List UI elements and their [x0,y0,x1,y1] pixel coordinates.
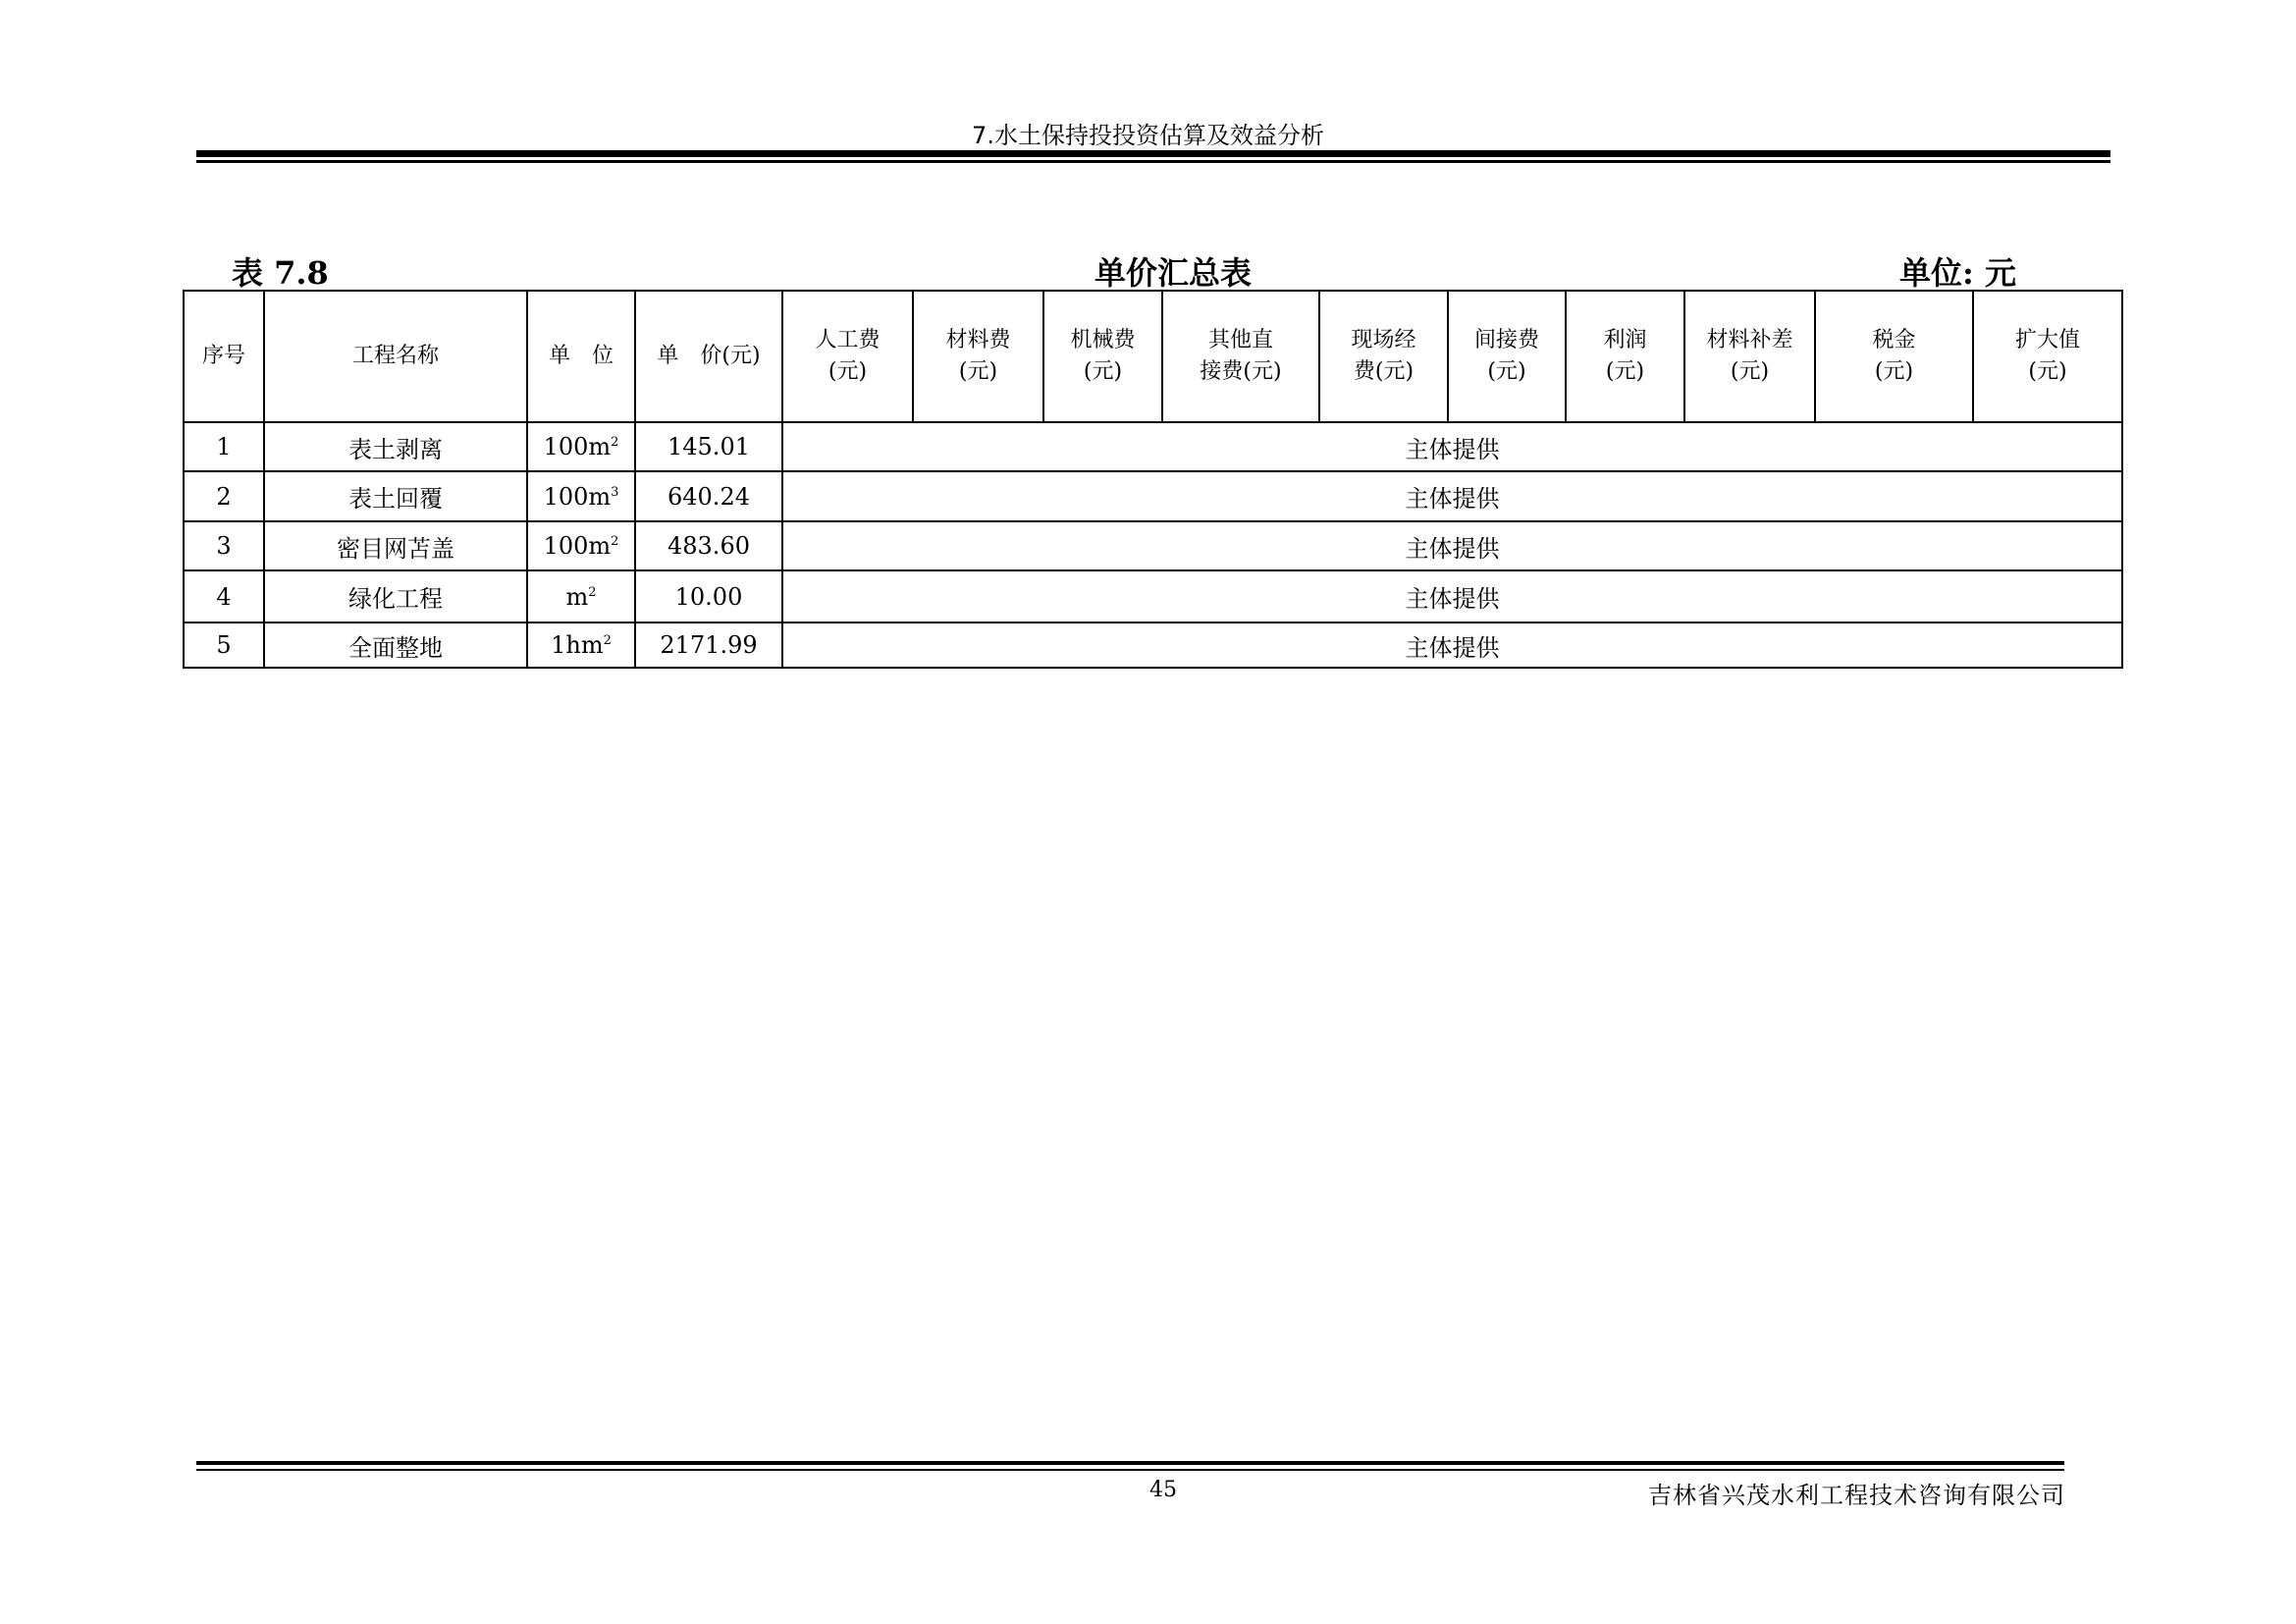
cell-provided-note: 主体提供 [782,570,2122,623]
cell-provided-note: 主体提供 [782,623,2122,668]
page-number: 45 [1149,1478,1177,1502]
cell-unit: $1hm^2$ [527,623,635,668]
col-header-other-direct: 其他直 接费(元) [1162,291,1319,422]
cell-name: 绿化工程 [264,570,527,623]
unit-price-summary-table [183,290,2123,669]
table-header-row [184,291,2122,422]
cell-provided-note: 主体提供 [782,521,2122,570]
col-header-name: 工程名称 [264,291,527,422]
table-row [184,623,2122,668]
footer-rule-thin [196,1469,2064,1471]
table-title: 单价汇总表 [1094,254,1252,292]
cell-price: 640.24 [635,471,782,521]
table-row [184,570,2122,623]
cell-name: 表土回覆 [264,471,527,521]
table-row [184,471,2122,521]
cell-no: 4 [184,570,264,623]
cell-name: 密目网苫盖 [264,521,527,570]
header-rule-thin [196,160,2110,163]
cell-price: 10.00 [635,570,782,623]
col-header-site: 现场经 费(元) [1319,291,1448,422]
cell-no: 1 [184,422,264,471]
col-header-expansion: 扩大值 (元) [1973,291,2122,422]
col-header-material: 材料费 (元) [913,291,1043,422]
cell-name: 表土剥离 [264,422,527,471]
footer-rule-thick [196,1461,2064,1465]
table-row [184,422,2122,471]
header-rule-thick [196,150,2110,157]
cell-unit: $m^2$ [527,570,635,623]
table-number: 表 7.8 [232,254,329,292]
col-header-machinery: 机械费 (元) [1043,291,1162,422]
col-header-unit: 单 位 [527,291,635,422]
cell-provided-note: 主体提供 [782,471,2122,521]
cell-provided-note: 主体提供 [782,422,2122,471]
cell-no: 5 [184,623,264,668]
col-header-tax: 税金 (元) [1815,291,1973,422]
cell-no: 2 [184,471,264,521]
cell-unit: $100m^2$ [527,422,635,471]
col-header-material-diff: 材料补差 (元) [1684,291,1815,422]
col-header-indirect: 间接费 (元) [1448,291,1566,422]
cell-no: 3 [184,521,264,570]
cell-price: 483.60 [635,521,782,570]
table-unit-label: 单位: 元 [1899,254,2016,292]
col-header-labor: 人工费 (元) [782,291,913,422]
company-name: 吉林省兴茂水利工程技术咨询有限公司 [1648,1482,2065,1509]
cell-unit: $100m^2$ [527,521,635,570]
cell-name: 全面整地 [264,623,527,668]
col-header-no: 序号 [184,291,264,422]
cell-price: 145.01 [635,422,782,471]
table-row [184,521,2122,570]
cell-unit: $100m^3$ [527,471,635,521]
col-header-price: 单 价(元) [635,291,782,422]
cell-price: 2171.99 [635,623,782,668]
col-header-profit: 利润 (元) [1566,291,1684,422]
page-header-title: 7.水土保持投投资估算及效益分析 [972,122,1324,149]
